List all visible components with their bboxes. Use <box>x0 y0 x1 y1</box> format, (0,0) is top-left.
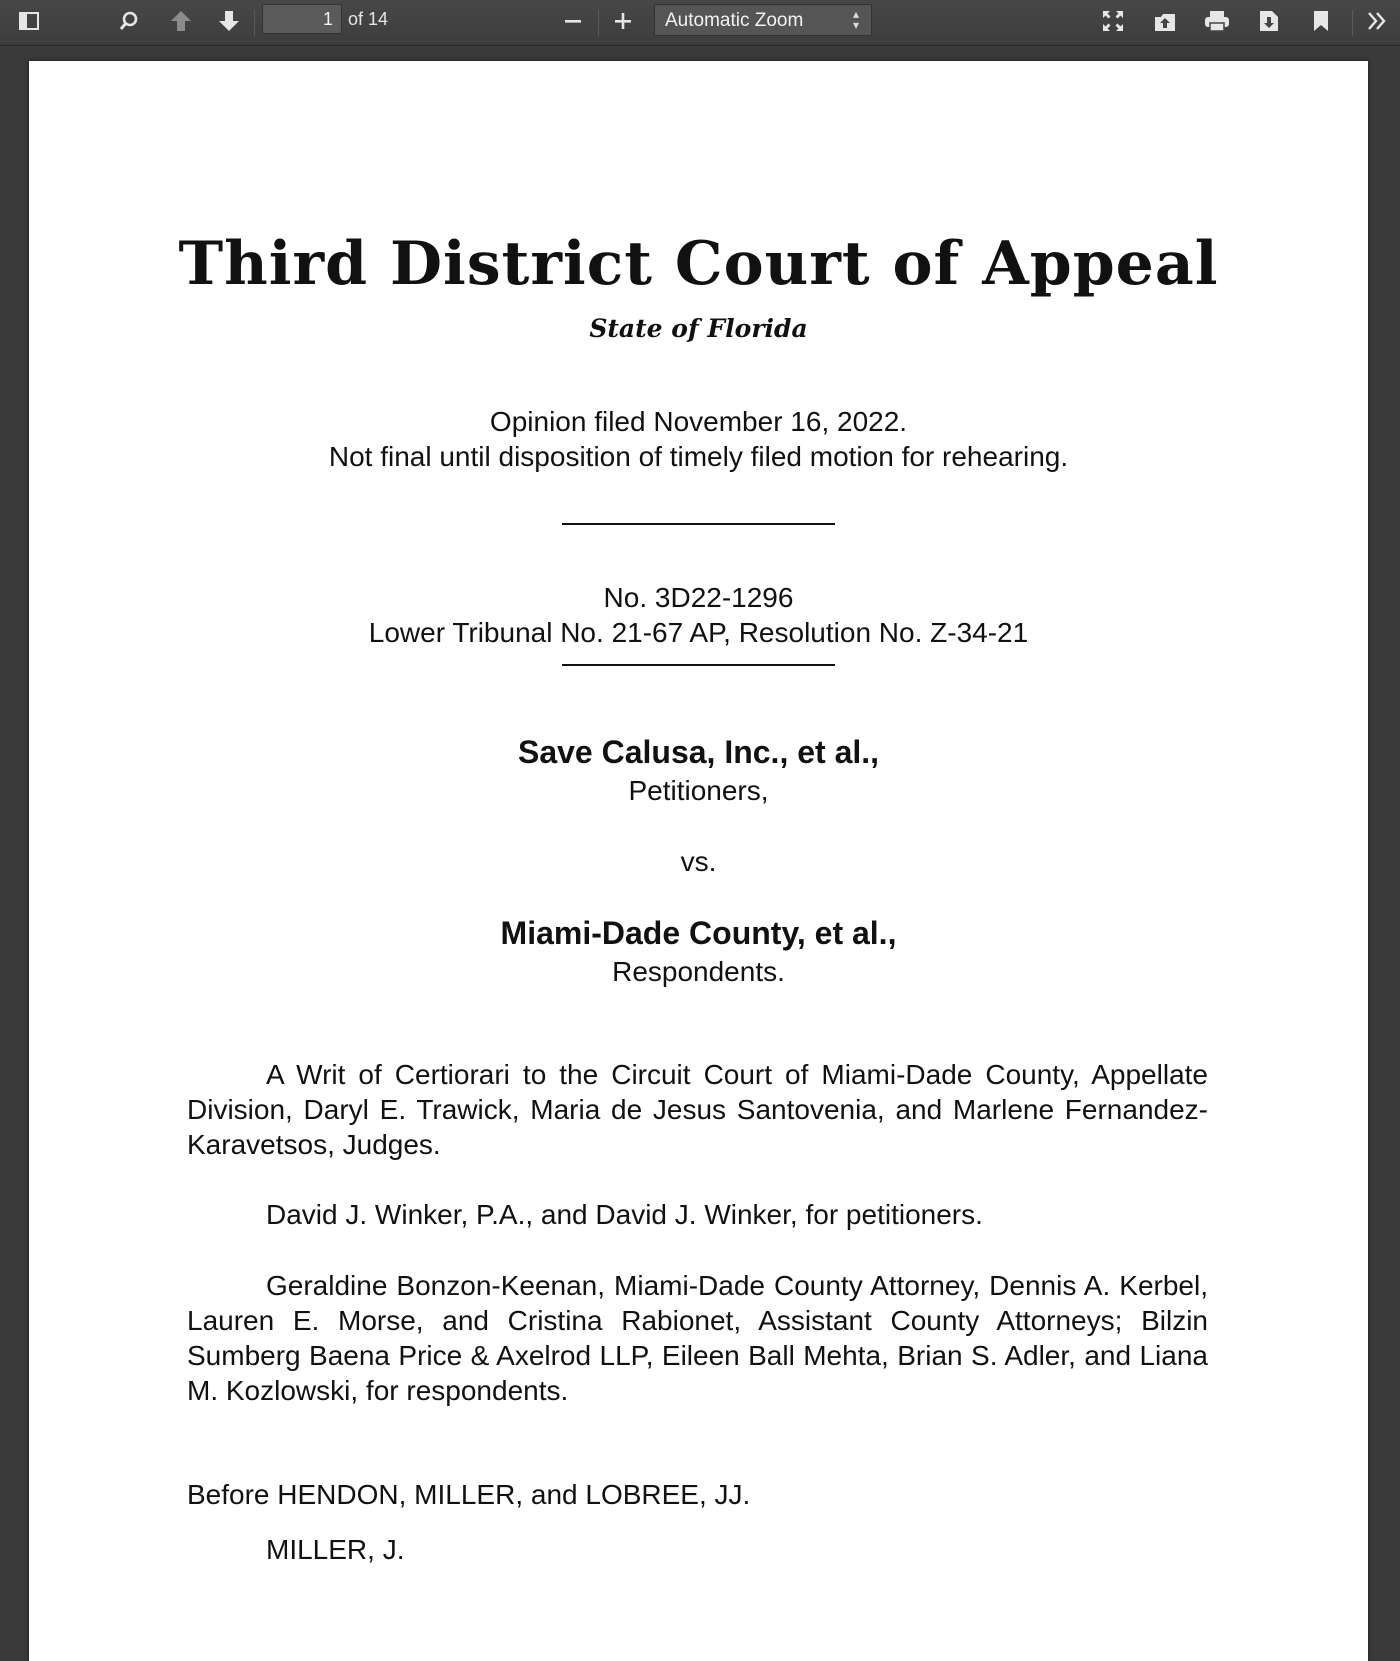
open-file-icon[interactable] <box>1148 6 1182 36</box>
case-number: No. 3D22-1296 <box>603 582 794 613</box>
zoom-select-value: Automatic Zoom <box>665 10 804 31</box>
pdf-toolbar <box>0 0 1400 46</box>
respondent-role: Respondents. <box>612 956 785 987</box>
select-arrows-icon: ▴ ▾ <box>852 7 859 32</box>
panel-judges: Before HENDON, MILLER, and LOBREE, JJ. <box>187 1479 751 1510</box>
tools-icon[interactable] <box>1362 6 1392 36</box>
previous-page-icon[interactable] <box>164 6 198 36</box>
toolbar-separator <box>254 10 255 36</box>
petitioner-counsel: David J. Winker, P.A., and David J. Winker, for petitioners. <box>266 1199 983 1230</box>
zoom-select[interactable] <box>654 4 872 36</box>
court-subtitle: State of Florida <box>589 314 808 343</box>
next-page-icon[interactable] <box>212 6 246 36</box>
respondent-name: Miami-Dade County, et al., <box>500 915 897 951</box>
document-viewer[interactable] <box>0 46 1400 1631</box>
search-icon[interactable] <box>112 6 146 36</box>
pdf-page <box>29 61 1368 1661</box>
sidebar-toggle-icon[interactable] <box>12 6 46 36</box>
petitioner-role: Petitioners, <box>628 775 769 806</box>
scrollbar[interactable] <box>1372 46 1400 1631</box>
bookmark-icon[interactable] <box>1304 6 1338 36</box>
page-number-input[interactable] <box>262 4 342 34</box>
zoom-out-icon[interactable] <box>556 6 590 36</box>
toolbar-separator <box>598 10 599 36</box>
opinion-filed-date: Opinion filed November 16, 2022. <box>489 406 908 437</box>
respondent-counsel: Geraldine Bonzon-Keenan, Miami-Dade County Attorney, Dennis A. Kerbel, Lauren E. Morse, and Cristina Rabionet, Assistant County Attorneys; Bilzin Sumberg Baena Price & Axelrod LLP, Eileen Ball Mehta, Brian S. Adler, and Liana M. Kozlowski, for respondents. <box>187 1270 1208 1406</box>
toolbar-separator <box>1352 10 1353 36</box>
petitioner-name: Save Calusa, Inc., et al., <box>517 734 880 770</box>
presentation-mode-icon[interactable] <box>1096 6 1130 36</box>
lower-tribunal-number: Lower Tribunal No. 21-67 AP, Resolution No. Z-34-21 <box>368 617 1029 648</box>
page-count-label: of 14 <box>348 9 389 29</box>
print-icon[interactable] <box>1200 6 1234 36</box>
opinion-author: MILLER, J. <box>266 1534 405 1565</box>
writ-paragraph: A Writ of Certiorari to the Circuit Court of Miami-Dade County, Appellate Division, Daryl E. Trawick, Maria de Jesus Santovenia, and Marlene Fernandez-Karavetsos, Judges. <box>187 1059 1208 1160</box>
versus-label: vs. <box>680 846 717 877</box>
download-icon[interactable] <box>1252 6 1286 36</box>
zoom-in-icon[interactable] <box>606 6 640 36</box>
divider-line <box>562 664 835 666</box>
court-title: Third District Court of Appeal <box>178 229 1219 299</box>
divider-line <box>562 523 835 525</box>
not-final-notice: Not final until disposition of timely filed motion for rehearing. <box>328 441 1069 472</box>
